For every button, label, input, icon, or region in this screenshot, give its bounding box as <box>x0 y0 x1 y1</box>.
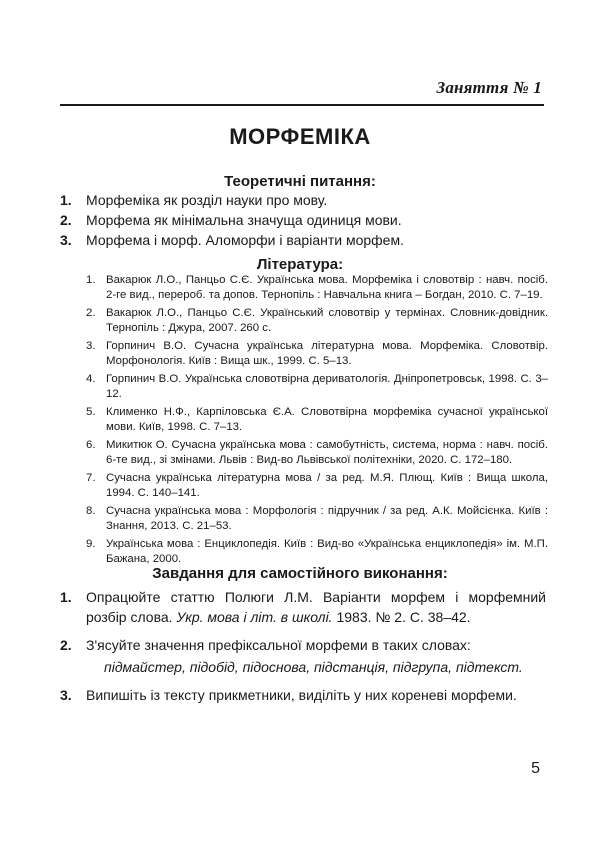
literature-item-number: 9. <box>86 538 96 550</box>
literature-item-text: Горпинич В.О. Українська словотвірна дериватологія. Дніпропетровськ, 1998. С. 3–12. <box>106 373 548 400</box>
task-text-part: 1983. № 2. С. 38–42. <box>332 609 471 625</box>
literature-item-number: 1. <box>86 274 96 286</box>
theory-item-number: 1. <box>60 192 72 208</box>
literature-item-text: Горпинич В.О. Сучасна українська літературна мова. Морфеміка. Словотвір. Морфонологія. Київ : Вища шк., 1999. С. 5–13. <box>106 340 548 367</box>
theory-item-text: Морфема як мінімальна значуща одиниця мови. <box>86 212 402 228</box>
literature-item <box>86 537 548 567</box>
task-item <box>60 685 546 705</box>
literature-item <box>86 372 548 402</box>
theory-item-text: Морфема і морф. Аломорфи і варіанти морфем. <box>86 232 404 248</box>
page-title: МОРФЕМІКА <box>229 124 371 149</box>
literature-item-number: 8. <box>86 505 96 517</box>
theory-item-number: 2. <box>60 212 72 228</box>
literature-item-number: 4. <box>86 373 96 385</box>
lesson-header <box>60 72 544 106</box>
literature-item <box>86 438 548 468</box>
task-item-text: З'ясуйте значення префіксальної морфеми в таких словах: <box>86 637 471 653</box>
tasks-list <box>60 587 546 713</box>
literature-item-text: Українська мова : Енциклопедія. Київ : Вид-во «Українська енциклопедія» ім. М.П. Бажана, 2000. <box>106 538 548 565</box>
literature-item-text: Сучасна українська мова : Морфологія : підручник / за ред. А.К. Мойсієнка. Київ : Знання, 2013. С. 21–53. <box>106 505 548 532</box>
theory-list <box>60 190 550 250</box>
task-item-number: 2. <box>60 637 72 653</box>
task-source-title: Укр. мова і літ. в школі. <box>176 609 333 625</box>
task-item-text: Випишіть із тексту прикметники, виділіть у них кореневі морфеми. <box>86 687 517 703</box>
literature-item-text: Вакарюк Л.О., Панцьо С.Є. Українська мова. Морфеміка і словотвір : навч. посіб. 2-ге вид., перероб. та допов. Тернопіль : Навчальна книга – Богдан, 2010. С. 7–19. <box>106 274 548 301</box>
lesson-title: Заняття № 1 <box>436 78 542 97</box>
task-item-text <box>86 587 546 627</box>
theory-item-number: 3. <box>60 232 72 248</box>
literature-item <box>86 471 548 501</box>
task-item <box>60 587 546 627</box>
task-item <box>60 635 546 677</box>
literature-list <box>86 273 548 570</box>
theory-item <box>60 210 550 230</box>
task-item-number: 1. <box>60 589 72 605</box>
task-word-list: підмайстер, підобід, підоснова, підстанція, підгрупа, підтекст. <box>104 659 523 675</box>
task-item-number: 3. <box>60 687 72 703</box>
literature-heading: Література: <box>256 256 344 273</box>
literature-item-text: Микитюк О. Сучасна українська мова : самобутність, система, норма : навч. посіб. 6-те вид., зі змінами. Львів : Вид-во Львівської політехніки, 2020. С. 172–180. <box>106 439 548 466</box>
task-text-part: Опрацюйте статтю Полюги Л.М. Варіанти морфем і морфемний розбір слова. <box>86 589 546 625</box>
literature-item-text: Сучасна українська літературна мова / за ред. М.Я. Плющ. Київ : Вища школа, 1994. С. 140–141. <box>106 472 548 499</box>
literature-item-number: 5. <box>86 406 96 418</box>
tasks-heading: Завдання для самостійного виконання: <box>152 565 448 582</box>
literature-item <box>86 504 548 534</box>
literature-item <box>86 306 548 336</box>
theory-heading: Теоретичні питання: <box>224 173 376 190</box>
literature-item <box>86 339 548 369</box>
literature-item-text: Клименко Н.Ф., Карпіловська Є.А. Словотвірна морфеміка сучасної української мови. Київ, 1998. С. 7–13. <box>106 406 548 433</box>
literature-item-number: 6. <box>86 439 96 451</box>
literature-item-number: 3. <box>86 340 96 352</box>
literature-item-text: Вакарюк Л.О., Панцьо С.Є. Український словотвір у термінах. Словник-довідник. Тернопіль : Джура, 2007. 260 с. <box>106 307 548 334</box>
literature-item <box>86 273 548 303</box>
theory-item-text: Морфеміка як розділ науки про мову. <box>86 192 328 208</box>
theory-item <box>60 190 550 210</box>
page-number: 5 <box>531 760 540 777</box>
literature-item <box>86 405 548 435</box>
literature-item-number: 7. <box>86 472 96 484</box>
header-rule <box>60 104 544 106</box>
literature-item-number: 2. <box>86 307 96 319</box>
theory-item <box>60 230 550 250</box>
